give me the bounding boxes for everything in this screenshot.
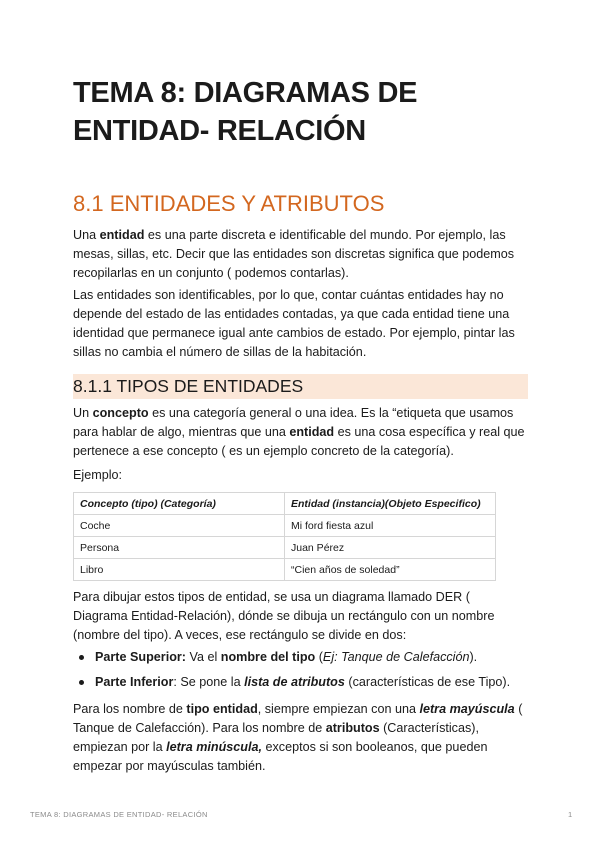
- list-item: Parte Superior: Va el nombre del tipo (Ej: Tanque de Calefacción).: [73, 648, 528, 673]
- subsection-heading: 8.1.1 TIPOS DE ENTIDADES: [73, 376, 304, 396]
- paragraph-identificables: Las entidades son identificables, por lo que, contar cuántas entidades hay no depende del estado de las entidades contadas, ya que cada entidad tiene una identidad que permanece igual ante cambios de estado. Por ejemplo, pintar las sillas no cambia el número de sillas de la habitación.: [73, 288, 515, 359]
- paragraph-concepto: Un concepto es una categoría general o una idea. Es la “etiqueta que usamos para hablar de algo, mientras que una entidad es una cosa específica y real que pertenece a ese concepto ( es un ejemplo concreto de la categoría).: [73, 406, 525, 458]
- table-header-cell: Entidad (instancia)(Objeto Especifico): [285, 493, 496, 515]
- paragraph-nombres: Para los nombre de tipo entidad, siempre empiezan con una letra mayúscula ( Tanque de Calefacción). Para los nombre de atributos (Características), empiezan por la letra minúscula, exceptos si son booleanos, que pueden empezar por mayúsculas también.: [73, 702, 523, 773]
- table-row: [74, 537, 496, 559]
- page-title: TEMA 8: DIAGRAMAS DE ENTIDAD- RELACIÓN: [73, 77, 418, 147]
- table-cell: Juan Pérez: [285, 537, 496, 559]
- table-cell: “Cien años de soledad”: [285, 559, 496, 581]
- paragraph-der: Para dibujar estos tipos de entidad, se usa un diagrama llamado DER ( Diagrama Entidad-Relación), dónde se dibuja un rectángulo con un nombre (nombre del tipo). A veces, ese rectángulo se divide en dos:: [73, 590, 495, 642]
- section-heading: 8.1 ENTIDADES Y ATRIBUTOS: [73, 191, 385, 216]
- table-header-cell: Concepto (tipo) (Categoría): [74, 493, 285, 515]
- table-row: [74, 515, 496, 537]
- table-cell: Mi ford fiesta azul: [285, 515, 496, 537]
- bullet-icon: [79, 680, 84, 685]
- table-header-row: [74, 493, 496, 515]
- paragraph-entidad: Una entidad es una parte discreta e identificable del mundo. Por ejemplo, las mesas, sillas, etc. Decir que las entidades son discretas significa que podemos recopilarlas en un conjunto ( podemos contarlas).: [73, 228, 515, 280]
- example-label: Ejemplo:: [73, 468, 122, 482]
- footer-title: TEMA 8: DIAGRAMAS DE ENTIDAD- RELACIÓN: [30, 810, 208, 819]
- table-row: [74, 559, 496, 581]
- bullet-icon: [79, 655, 84, 660]
- page-number: 1: [568, 810, 573, 819]
- list-item: Parte Inferior: Se pone la lista de atributos (características de ese Tipo).: [73, 673, 528, 698]
- bullet-list: [73, 648, 528, 698]
- table-cell: Libro: [74, 559, 285, 581]
- table-cell: Persona: [74, 537, 285, 559]
- example-table: [73, 492, 496, 581]
- table-cell: Coche: [74, 515, 285, 537]
